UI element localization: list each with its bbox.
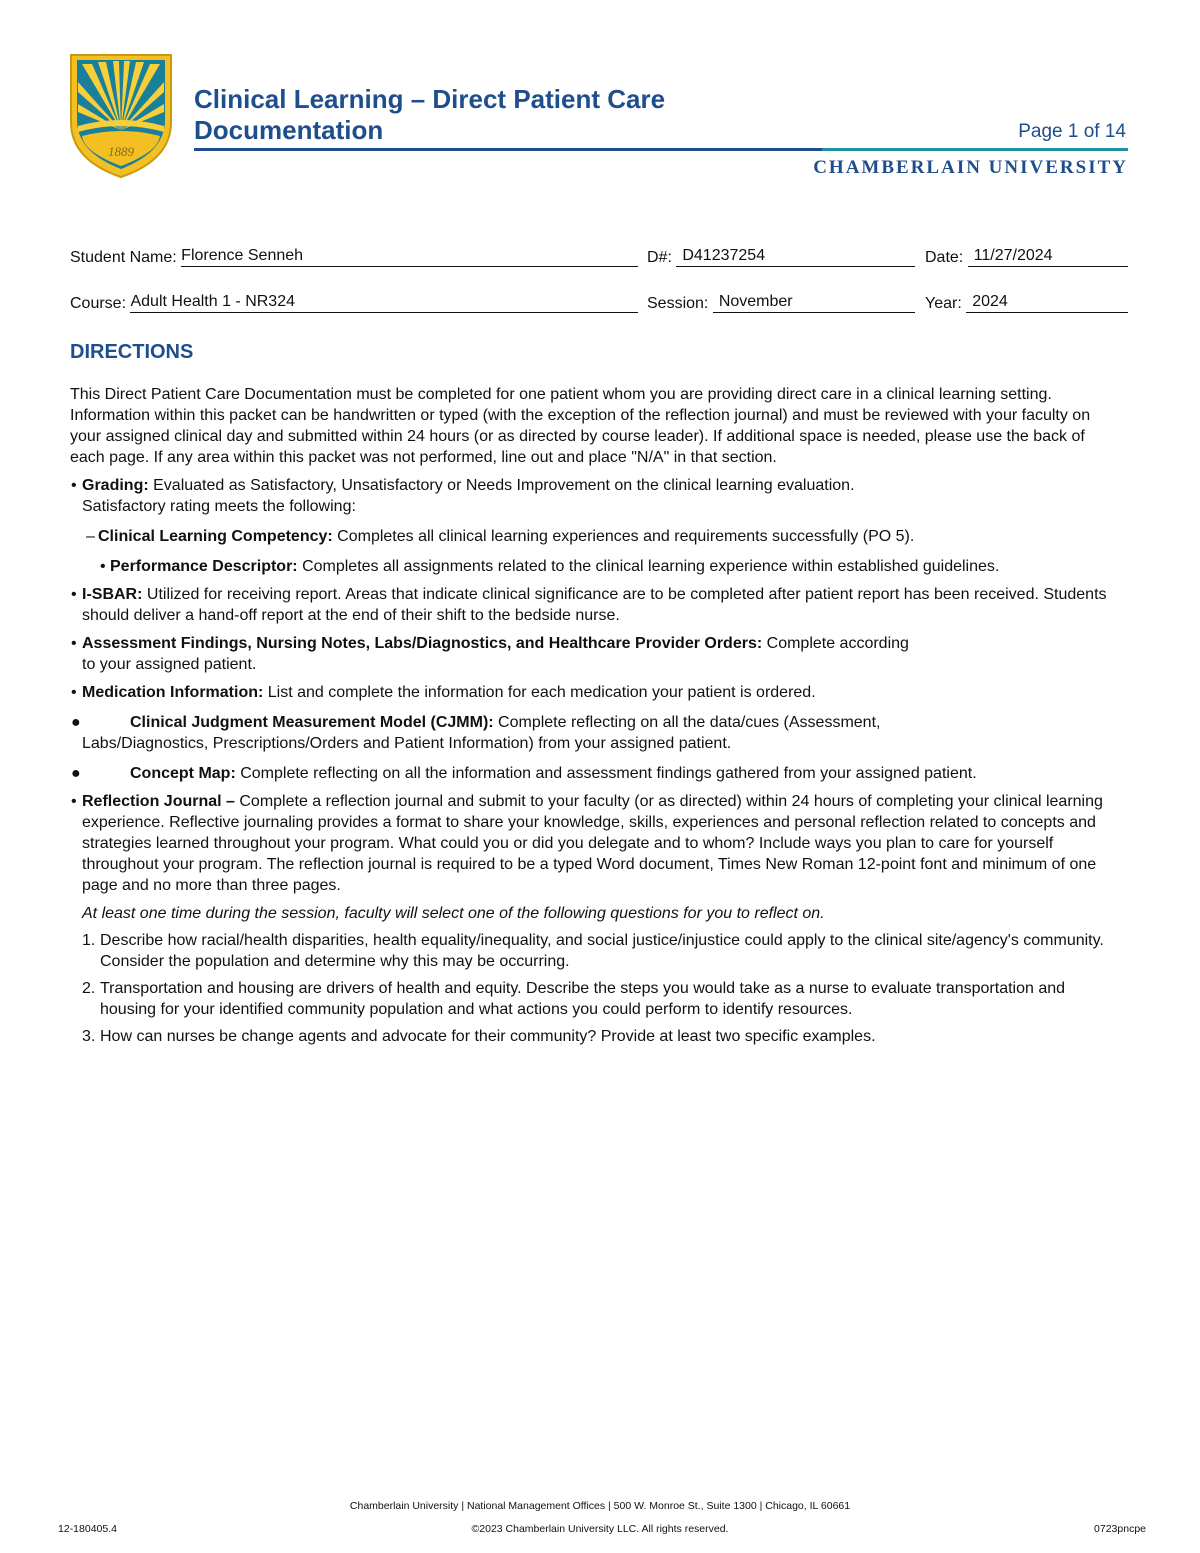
date-value: 11/27/2024 (968, 246, 1128, 267)
year-field[interactable] (925, 289, 1128, 313)
footer-copyright: ©2023 Chamberlain University LLC. All rights reserved. (471, 1523, 729, 1535)
student-name-label: Student Name: (70, 249, 182, 266)
document-title (194, 84, 665, 146)
list-item-performance-descriptor: • Performance Descriptor: Completes all assignments related to the clinical learning experience within established guidelines. (100, 558, 1000, 575)
dash-icon: – (86, 528, 95, 545)
bullet-diamond-icon: • (71, 684, 77, 701)
bullet-dot-icon: ● (71, 714, 81, 731)
header-rule-blue (194, 148, 822, 151)
year-label: Year: (925, 295, 967, 312)
title-line-1: Clinical Learning – Direct Patient Care (194, 84, 666, 114)
list-item-clinical-competency: – Clinical Learning Competency: Completes all clinical learning experiences and requirements successfully (PO 5). (86, 528, 915, 545)
list-item-medication: • Medication Information: List and complete the information for each medication your patient is ordered. (71, 684, 816, 701)
question-1: 1. Describe how racial/health disparities, health equality/inequality, and social justice/injustice could apply to the clinical site/agency's community. Consider the population and determine why this may be occurring. (82, 932, 1104, 970)
student-name-field[interactable] (70, 243, 638, 267)
d-number-field[interactable] (647, 243, 915, 267)
bullet-diamond-icon: • (100, 558, 106, 575)
chamberlain-shield-logo (68, 52, 174, 180)
footer-doc-code: 12-180405.4 (58, 1523, 117, 1535)
session-field[interactable] (647, 289, 915, 313)
header-rule-teal (822, 148, 1128, 151)
list-item-isbar: • I-SBAR: Utilized for receiving report. Areas that indicate clinical significance are to be completed after patient report has been received. Students should deliver a hand-off report at the end of their shift to the bedside nurse. (71, 586, 1107, 624)
d-number-label: D#: (647, 249, 677, 266)
page-number: Page 1 of 14 (1018, 121, 1126, 142)
bullet-diamond-icon: • (71, 635, 77, 652)
directions-intro: This Direct Patient Care Documentation must be completed for one patient whom you are providing direct care in a clinical learning setting. Information within this packet can be handwritten or typed (with the exception of the reflection journal) and must be reviewed with your faculty on your assigned clinical day and submitted within 24 hours (or as directed by course leader). If additional space is needed, please use the back of each page. If any area within this packet was not performed, line out and place "N/A" in that section. (70, 386, 1091, 466)
bullet-diamond-icon: • (71, 793, 77, 810)
year-value: 2024 (966, 292, 1128, 313)
date-field[interactable] (925, 243, 1128, 267)
footer-address: Chamberlain University | National Management Offices | 500 W. Monroe St., Suite 1300 | Chicago, IL 60661 (349, 1500, 851, 1512)
question-3: 3. How can nurses be change agents and advocate for their community? Provide at least two specific examples. (82, 1028, 876, 1045)
directions-body (70, 384, 1120, 1047)
course-value: Adult Health 1 - NR324 (130, 292, 638, 313)
university-wordmark: CHAMBERLAIN UNIVERSITY (813, 157, 1128, 178)
course-label: Course: (70, 295, 131, 312)
session-label: Session: (647, 295, 713, 312)
course-field[interactable] (70, 289, 638, 313)
footer-revision: 0723pncpe (1094, 1523, 1146, 1535)
list-item-reflection-journal: • Reflection Journal – Complete a reflection journal and submit to your faculty (or as directed) within 24 hours of completing your clinical learning experience. Reflective journaling provides a format to share your knowledge, skills, experiences and personal reflection related to concepts and strategies learned throughout your program. What could you or did you delegate and to whom? Include ways you plan to care for yourself throughout your program. The reflection journal is required to be a typed Word document, Times New Roman 12-point font and minimum of one page and no more than three pages. (71, 793, 1103, 894)
form-row-course (70, 289, 1128, 313)
bullet-dot-icon: ● (71, 765, 81, 782)
student-name-value: Florence Senneh (181, 246, 638, 267)
session-value: November (713, 292, 915, 313)
title-line-2: Documentation (194, 115, 384, 145)
list-item-cjmm: ● Clinical Judgment Measurement Model (CJMM): Complete reflecting on all the data/cues (Assessment, Labs/Diagnostics, Prescriptions/Orders and Patient Information) from your assigned patient. (71, 714, 881, 752)
question-2: 2. Transportation and housing are drivers of health and equity. Describe the steps you would take as a nurse to evaluate transportation and housing for your identified community population and what actions you could perform to identify resources. (82, 980, 1066, 1018)
list-item-assessment-findings: • Assessment Findings, Nursing Notes, Labs/Diagnostics, and Healthcare Provider Orders: Complete according to your assigned patient. (71, 635, 909, 673)
list-item-grading: • Grading: Evaluated as Satisfactory, Unsatisfactory or Needs Improvement on the clinical learning evaluation. Satisfactory rating meets the following: (71, 477, 855, 515)
form-row-student (70, 243, 1128, 267)
list-item-concept-map: ● Concept Map: Complete reflecting on all the information and assessment findings gathered from your assigned patient. (71, 765, 977, 782)
reflection-note: At least one time during the session, faculty will select one of the following questions for you to reflect on. (82, 905, 825, 922)
bullet-diamond-icon: • (71, 477, 77, 494)
d-number-value: D41237254 (676, 246, 915, 267)
directions-heading: DIRECTIONS (70, 341, 194, 363)
bullet-diamond-icon: • (71, 586, 77, 603)
seal-year-text: 1889 (108, 144, 134, 159)
date-label: Date: (925, 249, 968, 266)
